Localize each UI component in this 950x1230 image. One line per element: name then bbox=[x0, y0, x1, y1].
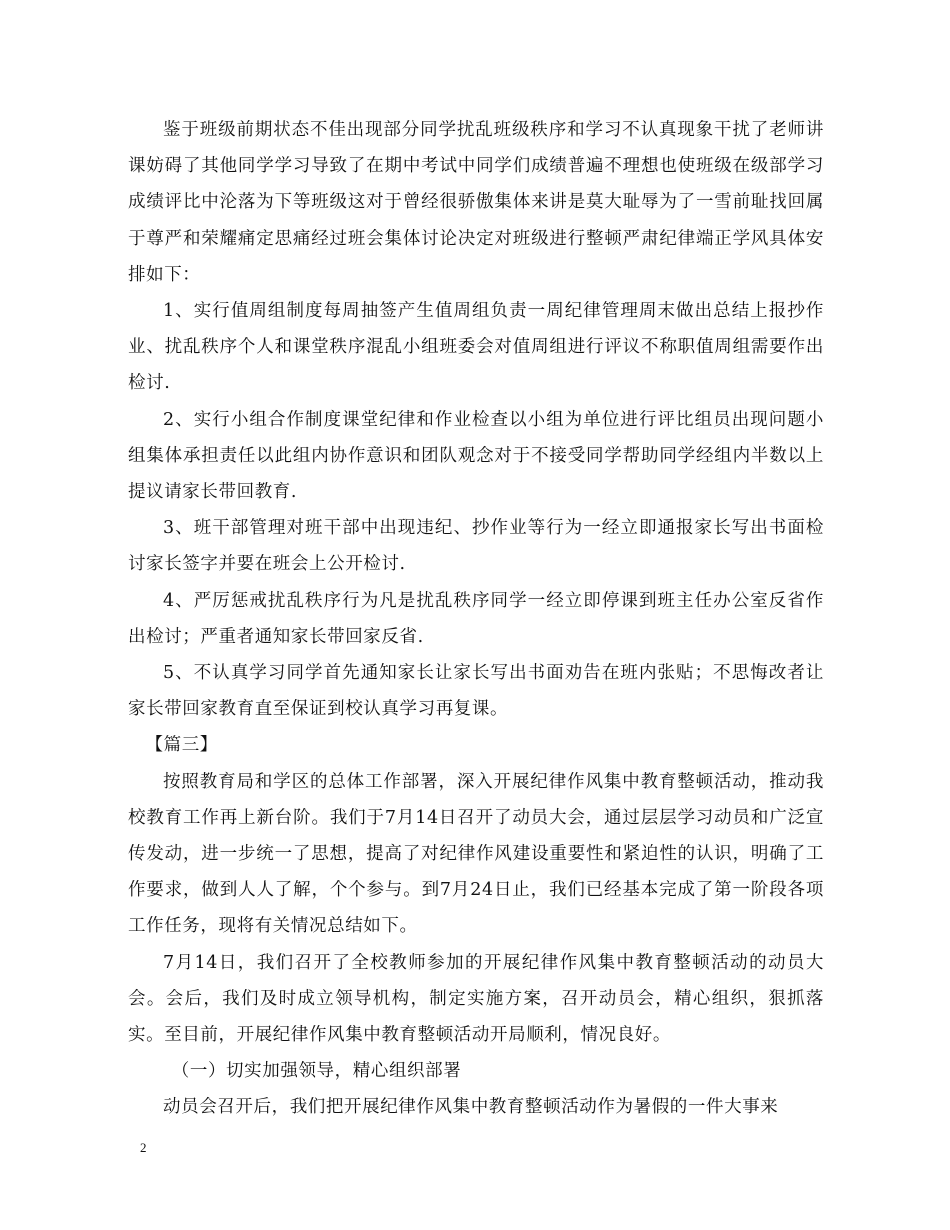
paragraph-item-5: 5、不认真学习同学首先通知家长让家长写出书面劝告在班内张贴；不思悔改者让家长带回家教育直至保证到校认真学习再复课。 bbox=[128, 663, 824, 720]
paragraph-continued: 动员会召开后，我们把开展纪律作风集中教育整顿活动作为暑假的一件大事来 bbox=[163, 1097, 779, 1118]
page-number: 2 bbox=[140, 1140, 147, 1155]
section-heading: 【篇三】 bbox=[145, 735, 218, 756]
paragraph-item-1: 1、实行值周组制度每周抽签产生值周组负责一周纪律管理周末做出总结上报抄作业、扰乱秩序个人和课堂秩序混乱小组班委会对值周组进行评议不称职值周组需要作出检讨. bbox=[128, 301, 824, 394]
paragraph-item-4: 4、严厉惩戒扰乱秩序行为凡是扰乱秩序同学一经立即停课到班主任办公室反省作出检讨；严重者通知家长带回家反省. bbox=[128, 590, 824, 647]
paragraph-intro: 鉴于班级前期状态不佳出现部分同学扰乱班级秩序和学习不认真现象干扰了老师讲课妨碍了其他同学学习导致了在期中考试中同学们成绩普遍不理想也使班级在级部学习成绩评比中沦落为下等班级这对于曾经很骄傲集体来讲是莫大耻辱为了一雪前耻找回属于尊严和荣耀痛定思痛经过班会集体讨论决定对班级进行整顿严肃纪律端正学风具体安排如下： bbox=[128, 120, 824, 285]
paragraph-section-intro: 按照教育局和学区的总体工作部署，深入开展纪律作风集中教育整顿活动，推动我校教育工作再上新台阶。我们于7月14日召开了动员大会，通过层层学习动员和广泛宣传发动，进一步统一了思想，提高了对纪律作风建设重要性和紧迫性的认识，明确了工作要求，做到人人了解，个个参与。到7月24日止，我们已经基本完成了第一阶段各项工作任务，现将有关情况总结如下。 bbox=[128, 771, 824, 937]
paragraph-item-2: 2、实行小组合作制度课堂纪律和作业检查以小组为单位进行评比组员出现问题小组集体承担责任以此组内协作意识和团队观念对于不接受同学帮助同学经组内半数以上提议请家长带回教育. bbox=[128, 409, 824, 503]
paragraph-item-3: 3、班干部管理对班干部中出现违纪、抄作业等行为一经立即通报家长写出书面检讨家长签字并要在班会上公开检讨. bbox=[128, 518, 824, 575]
document-body bbox=[128, 112, 824, 1126]
subheading: （一）切实加强领导，精心组织部署 bbox=[171, 1061, 462, 1082]
paragraph-meeting: 7月14日，我们召开了全校教师参加的开展纪律作风集中教育整顿活动的动员大会。会后，我们及时成立领导机构，制定实施方案，召开动员会，精心组织，狠抓落实。至目前，开展纪律作风集中教育整顿活动开局顺利，情况良好。 bbox=[128, 952, 824, 1046]
